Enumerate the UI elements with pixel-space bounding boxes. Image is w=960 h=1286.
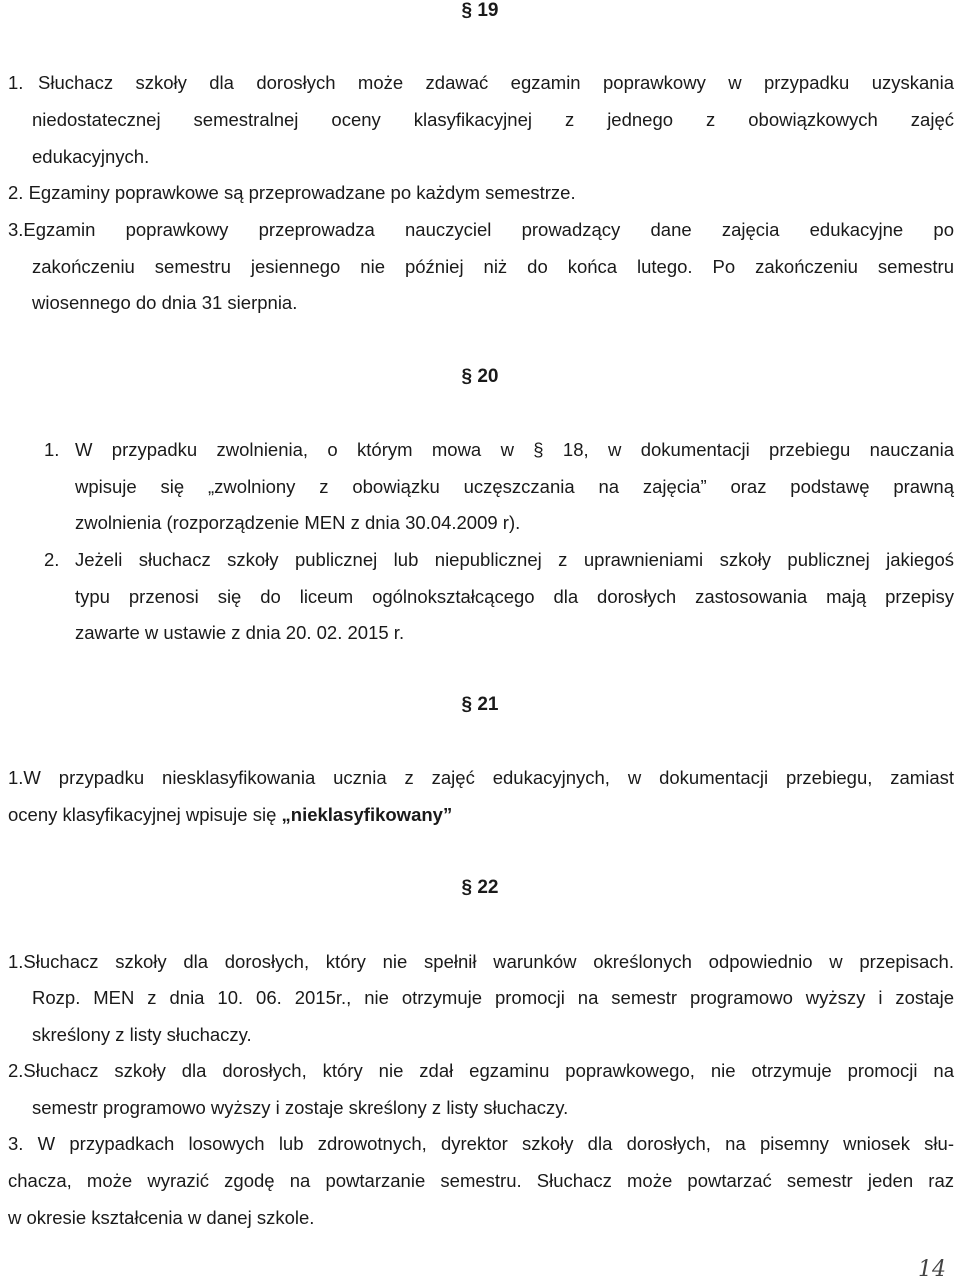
section-21-heading: § 21 — [461, 694, 499, 715]
s19-p1-line1: Słuchacz szkoły dla dorosłych może zdawać egzamin poprawkowy w przypadku uzyskania — [38, 72, 954, 93]
section-22-heading: § 22 — [461, 877, 499, 898]
s19-p2: 2. Egzaminy poprawkowe są przeprowadzane po każdym semestrze. — [8, 182, 576, 203]
section-19-heading: § 19 — [461, 0, 499, 21]
s20-p2-number: 2. — [44, 549, 60, 570]
s22-p2-line1: 2.Słuchacz szkoły dla dorosłych, który nie zdał egzaminu poprawkowego, nie otrzymuje promocji na — [8, 1060, 954, 1081]
s21-p1-line2-text: oceny klasyfikacyjnej wpisuje się — [8, 804, 282, 825]
s19-p1-number: 1. — [8, 72, 24, 93]
s20-p1-number: 1. — [44, 439, 60, 460]
s21-p1-line2 — [8, 804, 452, 826]
s22-p3-line1: 3. W przypadkach losowych lub zdrowotnych, dyrektor szkoły dla dorosłych, na pisemny wniosek słu- — [8, 1133, 954, 1154]
s21-nieklasyfikowany-term: „nieklasyfikowany” — [281, 804, 453, 825]
s22-p1-line1: 1.Słuchacz szkoły dla dorosłych, który nie spełnił warunków określonych odpowiednio w przepisach. — [8, 951, 954, 972]
s19-p1-line3: edukacyjnych. — [32, 146, 150, 167]
s19-p3-line3: wiosennego do dnia 31 sierpnia. — [32, 292, 298, 313]
s20-p1-line1: W przypadku zwolnienia, o którym mowa w § 18, w dokumentacji przebiegu nauczania — [75, 439, 954, 460]
s22-p1-line3: skreślony z listy słuchaczy. — [32, 1024, 252, 1045]
s22-p2-line2: semestr programowo wyższy i zostaje skreślony z listy słuchaczy. — [32, 1097, 569, 1118]
s20-p1-line2: wpisuje się „zwolniony z obowiązku uczęszczania na zajęcia” oraz podstawę prawną — [75, 476, 954, 497]
section-20-heading: § 20 — [461, 366, 499, 387]
s22-p3-line3: w okresie kształcenia w danej szkole. — [8, 1207, 315, 1228]
s20-p1-line3: zwolnienia (rozporządzenie MEN z dnia 30.04.2009 r). — [75, 512, 521, 533]
s19-p1-line2: niedostatecznej semestralnej oceny klasyfikacyjnej z jednego z obowiązkowych zajęć — [32, 109, 954, 130]
s20-p2-line1: Jeżeli słuchacz szkoły publicznej lub niepublicznej z uprawnieniami szkoły publicznej jakiegoś — [75, 549, 954, 570]
s22-p1-line2: Rozp. MEN z dnia 10. 06. 2015r., nie otrzymuje promocji na semestr programowo wyższy i zostaje — [32, 987, 954, 1008]
s19-p3-line1: 3.Egzamin poprawkowy przeprowadza nauczyciel prowadzący dane zajęcia edukacyjne po — [8, 219, 954, 240]
page-number: 14 — [918, 1257, 946, 1282]
s20-p2-line3: zawarte w ustawie z dnia 20. 02. 2015 r. — [75, 622, 405, 643]
s19-p3-line2: zakończeniu semestru jesiennego nie później niż do końca lutego. Po zakończeniu semestru — [32, 256, 954, 277]
s22-p3-line2: chacza, może wyrazić zgodę na powtarzanie semestru. Słuchacz może powtarzać semestr jeden raz — [8, 1170, 954, 1191]
s21-p1-line1: 1.W przypadku niesklasyfikowania ucznia z zajęć edukacyjnych, w dokumentacji przebiegu, zamiast — [8, 767, 954, 788]
s20-p2-line2: typu przenosi się do liceum ogólnokształcącego dla dorosłych zastosowania mają przepisy — [75, 586, 954, 607]
